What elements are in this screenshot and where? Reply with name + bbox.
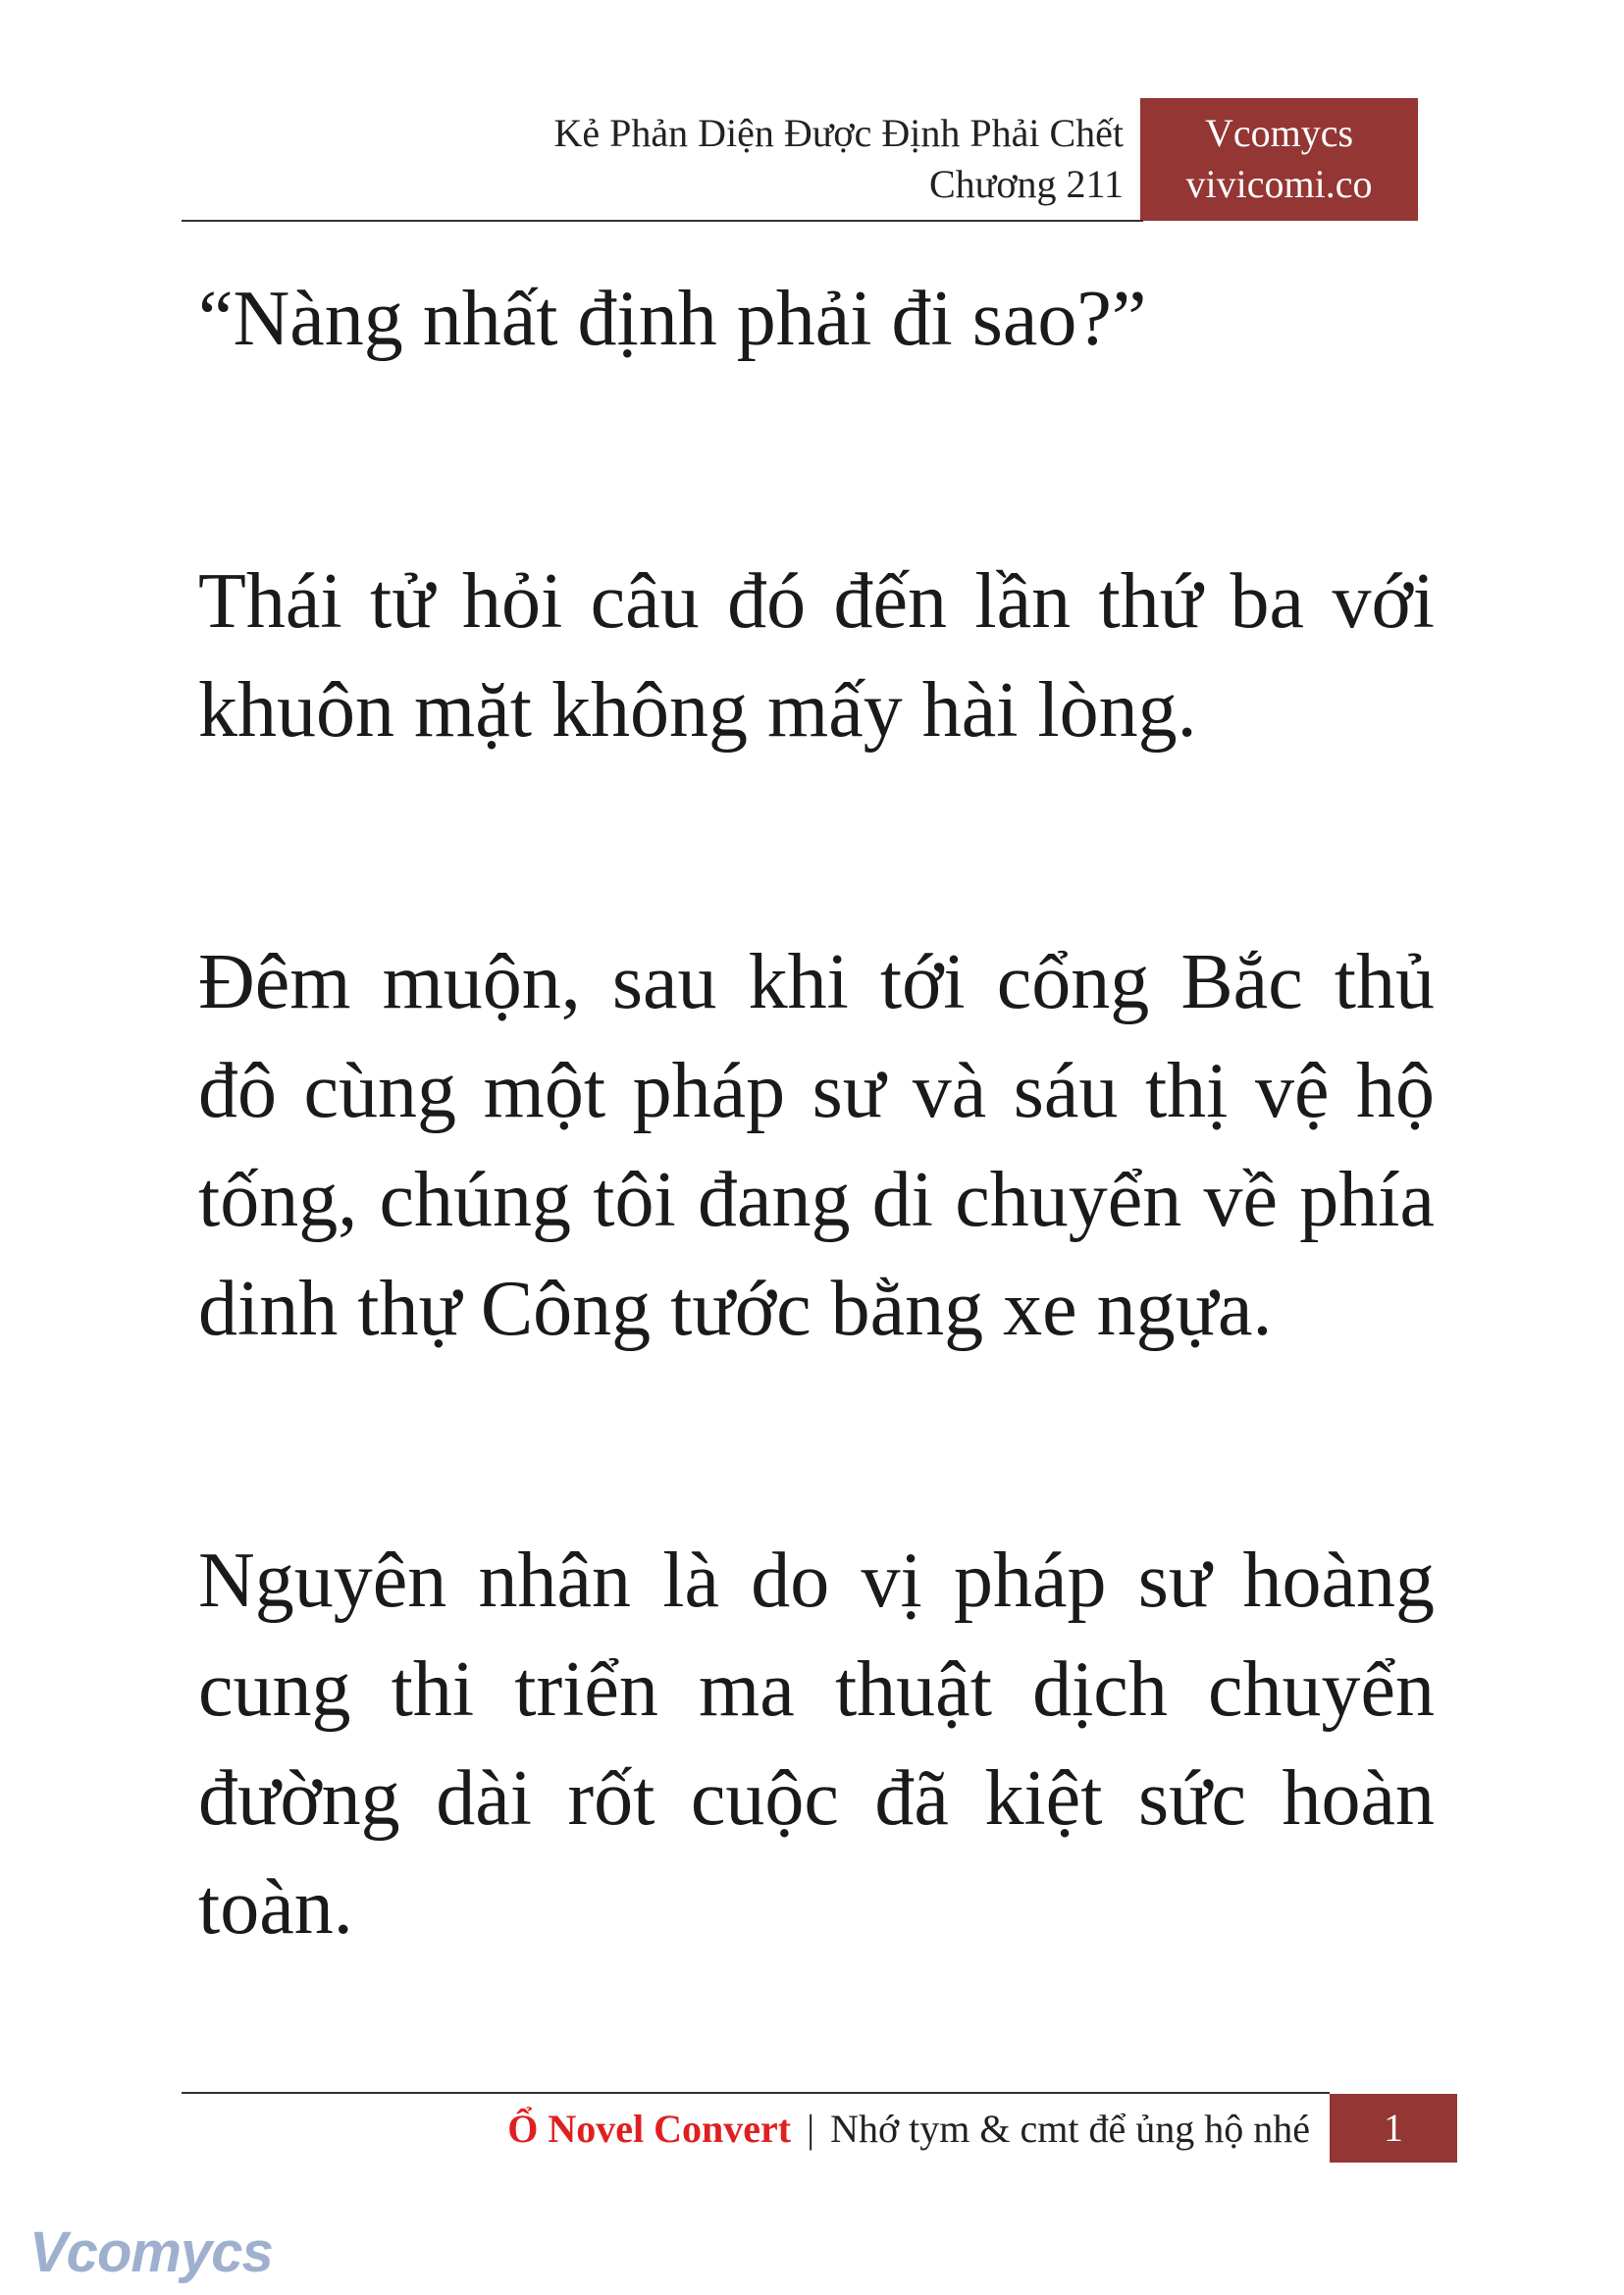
brand-name: Vcomycs	[1204, 111, 1354, 155]
brand-box	[1140, 98, 1418, 221]
page-footer	[182, 2094, 1457, 2163]
book-title: Kẻ Phản Diện Được Định Phải Chết	[553, 111, 1124, 155]
page-header	[182, 98, 1418, 221]
footer-text	[507, 2104, 1310, 2155]
chapter-label: Chương 211	[928, 162, 1124, 206]
paragraph: Đêm muộn, sau khi tới cổng Bắc thủ đô cùng một pháp sư và sáu thị vệ hộ tống, chúng tôi đang di chuyển về phía dinh thự Công tước bằng xe ngựa.	[198, 939, 1435, 1352]
footer-message: Nhớ tym & cmt để ủng hộ nhé	[830, 2107, 1310, 2151]
chapter-body	[198, 265, 1435, 2125]
header-divider	[182, 220, 1143, 222]
paragraph: “Nàng nhất định phải đi sao?”	[198, 276, 1147, 362]
footer-brand: Ổ Novel Convert	[507, 2107, 792, 2151]
header-title-block	[553, 108, 1124, 210]
paragraph: Nguyên nhân là do vị pháp sư hoàng cung thi triển ma thuật dịch chuyển đường dài rốt cuộc đã kiệt sức hoàn toàn.	[198, 1538, 1435, 1951]
watermark-logo: Vcomycs	[29, 2220, 273, 2284]
paragraph: Thái tử hỏi câu đó đến lần thứ ba với khuôn mặt không mấy hài lòng.	[198, 558, 1435, 754]
page-number: 1	[1330, 2094, 1457, 2163]
brand-url: vivicomi.co	[1185, 162, 1373, 206]
footer-separator: |	[807, 2107, 815, 2151]
